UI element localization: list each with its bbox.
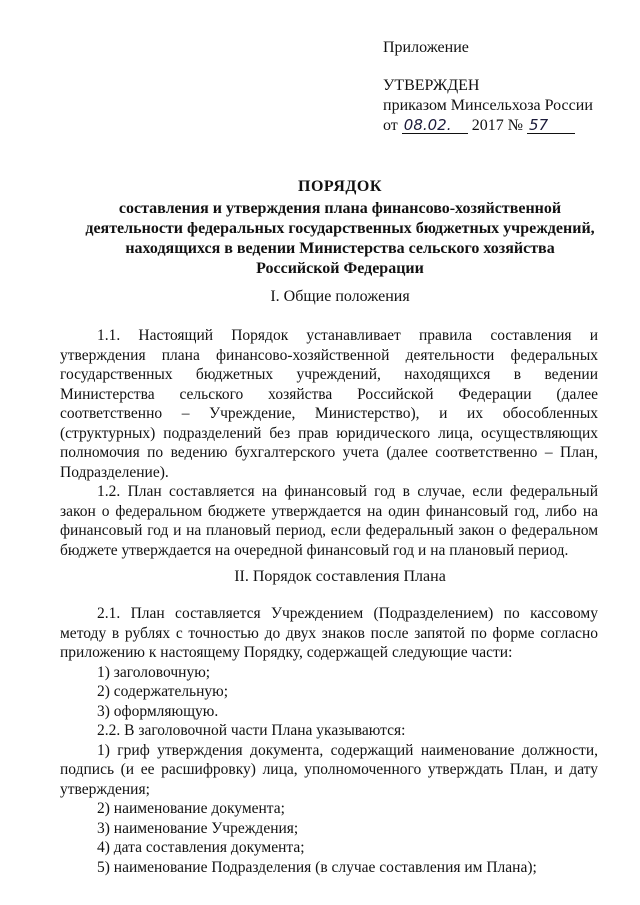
- title-heading: ПОРЯДОК: [298, 178, 382, 195]
- list-item: 1) гриф утверждения документа, содержащий наименование должности, подпись (и ее расшифровку) лица, уполномоченного утверждать План, и дату утверждения;: [60, 741, 598, 798]
- title-line-4: Российской Федерации: [256, 260, 424, 277]
- section-2-body: [60, 604, 598, 877]
- list-item: 2) наименование документа;: [97, 800, 285, 817]
- paragraph-2-1: 2.1. План составляется Учреждением (Подразделением) по кассовому методу в рублях с точностью до двух знаков после запятой по форме согласно приложению к настоящему Порядку, содержащей следующие части:: [60, 605, 598, 661]
- handwritten-date: 08.02.: [402, 117, 468, 134]
- section-2-heading: II. Порядок составления Плана: [234, 568, 446, 585]
- list-item: 4) дата составления документа;: [97, 839, 305, 856]
- paragraph-2-2: 2.2. В заголовочной части Плана указываются:: [97, 722, 406, 739]
- paragraph-1-2: 1.2. План составляется на финансовый год в случае, если федеральный закон о федеральном бюджете утверждается на один финансовый год, либо на финансовый год и на плановый период, если федеральный закон о федеральном бюджете утверждается на очередной финансовый год и на плановый период.: [60, 483, 598, 559]
- approved-label: УТВЕРЖДЕН: [383, 77, 480, 94]
- year-number-label: 2017 №: [471, 117, 524, 134]
- document-title: [80, 177, 600, 279]
- list-item: 3) наименование Учреждения;: [97, 819, 299, 837]
- list-item: 1) заголовочную;: [97, 663, 211, 681]
- handwritten-number: 57: [527, 117, 575, 134]
- order-line: приказом Минсельхоза России: [383, 97, 593, 114]
- list-item: 2) содержательную;: [97, 683, 229, 700]
- list-item: 3) оформляющую.: [97, 702, 219, 720]
- section-1-body: [60, 326, 598, 560]
- list-item: 5) наименование Подразделения (в случае составления им Плана);: [97, 858, 537, 876]
- appendix-label: Приложение: [383, 39, 469, 56]
- section-1-heading: I. Общие положения: [270, 288, 410, 305]
- date-prefix: от: [383, 117, 398, 134]
- paragraph-1-1: 1.1. Настоящий Порядок устанавливает правила составления и утверждения плана финансово-хозяйственной деятельности федеральных государственных бюджетных учреждений, находящихся в ведении Министерства сельского хозяйства Российской Федерации (далее соответственно – Учреждение, Министерство), и их обособленных (структурных) подразделений без прав юридического лица, осуществляющих полномочия по ведению бухгалтерского учета (далее соответственно – План, Подразделение).: [60, 327, 598, 481]
- approval-stamp: [383, 38, 623, 136]
- title-line-2: деятельности федеральных государственных бюджетных учреждений,: [85, 220, 595, 237]
- title-line-1: составления и утверждения плана финансово-хозяйственной: [118, 200, 562, 217]
- order-date-line: [383, 116, 623, 136]
- title-line-3: находящихся в ведении Министерства сельского хозяйства: [125, 240, 555, 257]
